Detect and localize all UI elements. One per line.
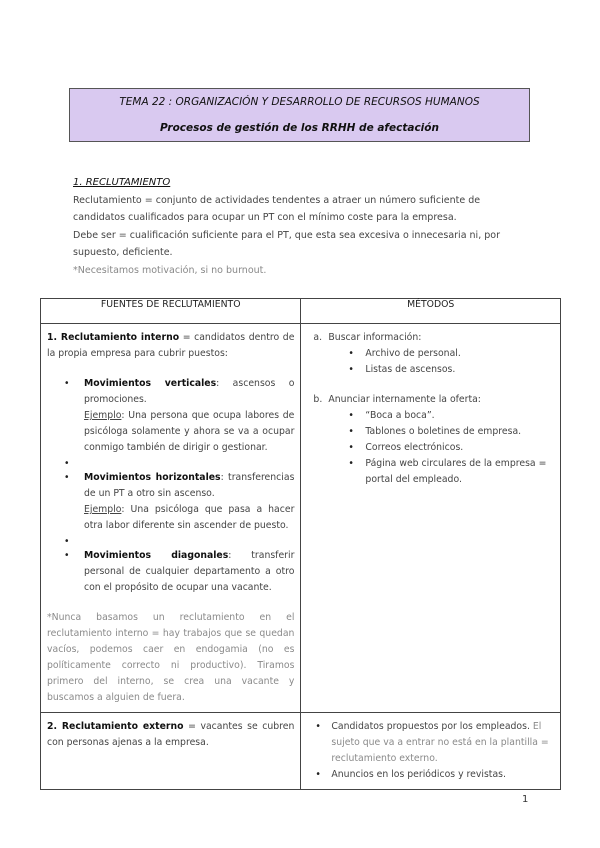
example-label: Ejemplo xyxy=(84,504,122,515)
methods-list xyxy=(311,330,554,488)
external-intro-text: = vacantes se cubren con personas ajenas a la empresa. xyxy=(47,721,295,748)
definition-paragraph: Reclutamiento = conjunto de actividades tendentes a atraer un número suficiente de candidatos cualificados para ocupar un PT con el mínimo coste para la empresa. xyxy=(73,194,481,223)
movement-title: Movimientos diagonales xyxy=(84,550,229,561)
movement-desc: : ascensos o promociones. xyxy=(84,378,295,405)
spacer xyxy=(47,534,294,548)
reclutamiento-section xyxy=(73,174,533,279)
page-number: 1 xyxy=(522,794,529,805)
method-label: Buscar información: xyxy=(328,332,422,343)
sources-header: FUENTES DE RECLUTAMIENTO xyxy=(41,299,301,324)
list-marker: b. xyxy=(313,394,323,405)
internal-methods-cell xyxy=(301,324,561,713)
table-header-row xyxy=(41,299,561,324)
spacer xyxy=(47,456,294,470)
movement-list xyxy=(47,376,294,596)
internal-intro xyxy=(47,330,294,362)
list-item: • Tablones o boletines de empresa. xyxy=(328,424,554,440)
methods-header: MÉTODOS xyxy=(301,299,561,324)
method-label: Anunciar internamente la oferta: xyxy=(328,394,481,405)
document-subtitle: Procesos de gestión de los RRHH de afectación xyxy=(160,122,439,134)
list-item xyxy=(47,470,294,534)
requirement-paragraph: Debe ser = cualificación suficiente para el PT, que esta sea excesiva o innecesaria ni, por supuesto, deficiente. xyxy=(73,229,500,258)
table-row xyxy=(41,713,561,790)
example-text: : Una psicóloga que pasa a hacer otra labor diferente sin ascender de puesto. xyxy=(84,504,295,531)
example-text: : Una persona que ocupa labores de psicóloga solamente y ahora se va a ocupar conmigo también de dirigir o gestionar. xyxy=(84,410,295,453)
movement-desc: : transferir personal de cualquier departamento a otro con el propósito de ocupar una vacante. xyxy=(84,550,295,593)
section-heading: 1. RECLUTAMIENTO xyxy=(73,177,171,188)
list-item xyxy=(47,548,294,596)
list-item xyxy=(311,767,554,783)
method-note: El sujeto que va a entrar no está en la plantilla = reclutamiento externo. xyxy=(331,721,549,764)
movement-title: Movimientos verticales xyxy=(84,378,217,389)
table-row xyxy=(41,324,561,713)
movement-desc: : transferencias de un PT a otro sin ascenso. xyxy=(84,472,295,499)
list-item xyxy=(47,376,294,456)
internal-note: *Nunca basamos un reclutamiento en el reclutamiento interno = hay trabajos que se quedan vacíos, podemos caer en endogamia (no es políticamente correcto ni productivo). Tiramos primero del interno, se crea una vacante y buscamos a alguien de fuera. xyxy=(47,612,295,703)
external-methods-list xyxy=(311,719,554,783)
list-item xyxy=(311,330,554,378)
list-marker: a. xyxy=(313,332,323,343)
external-sources-cell xyxy=(41,713,301,790)
internal-intro-text: = candidatos dentro de la propia empresa para cubrir puestos: xyxy=(47,332,295,359)
method-text: Candidatos propuestos por los empleados. xyxy=(331,721,530,732)
method-text: Anuncios en los periódicos y revistas. xyxy=(331,769,506,780)
spacer xyxy=(311,378,554,392)
sub-list xyxy=(328,346,554,378)
sub-list xyxy=(328,408,554,488)
list-item xyxy=(311,719,554,767)
recruitment-table xyxy=(40,298,561,790)
example-label: Ejemplo xyxy=(84,410,122,421)
list-item: • “Boca a boca”. xyxy=(328,408,554,424)
title-box xyxy=(69,88,530,142)
external-title: 2. Reclutamiento externo xyxy=(47,721,184,732)
document-title: TEMA 22 : ORGANIZACIÓN Y DESARROLLO DE RECURSOS HUMANOS xyxy=(119,96,480,108)
list-item: • Listas de ascensos. xyxy=(328,362,554,378)
movement-title: Movimientos horizontales xyxy=(84,472,221,483)
motivation-note: *Necesitamos motivación, si no burnout. xyxy=(73,264,267,276)
internal-title: 1. Reclutamiento interno xyxy=(47,332,180,343)
internal-sources-cell xyxy=(41,324,301,713)
list-item xyxy=(311,392,554,488)
list-item: • Archivo de personal. xyxy=(328,346,554,362)
list-item: • Correos electrónicos. xyxy=(328,440,554,456)
list-item: • Página web circulares de la empresa = portal del empleado. xyxy=(328,456,554,488)
external-methods-cell xyxy=(301,713,561,790)
